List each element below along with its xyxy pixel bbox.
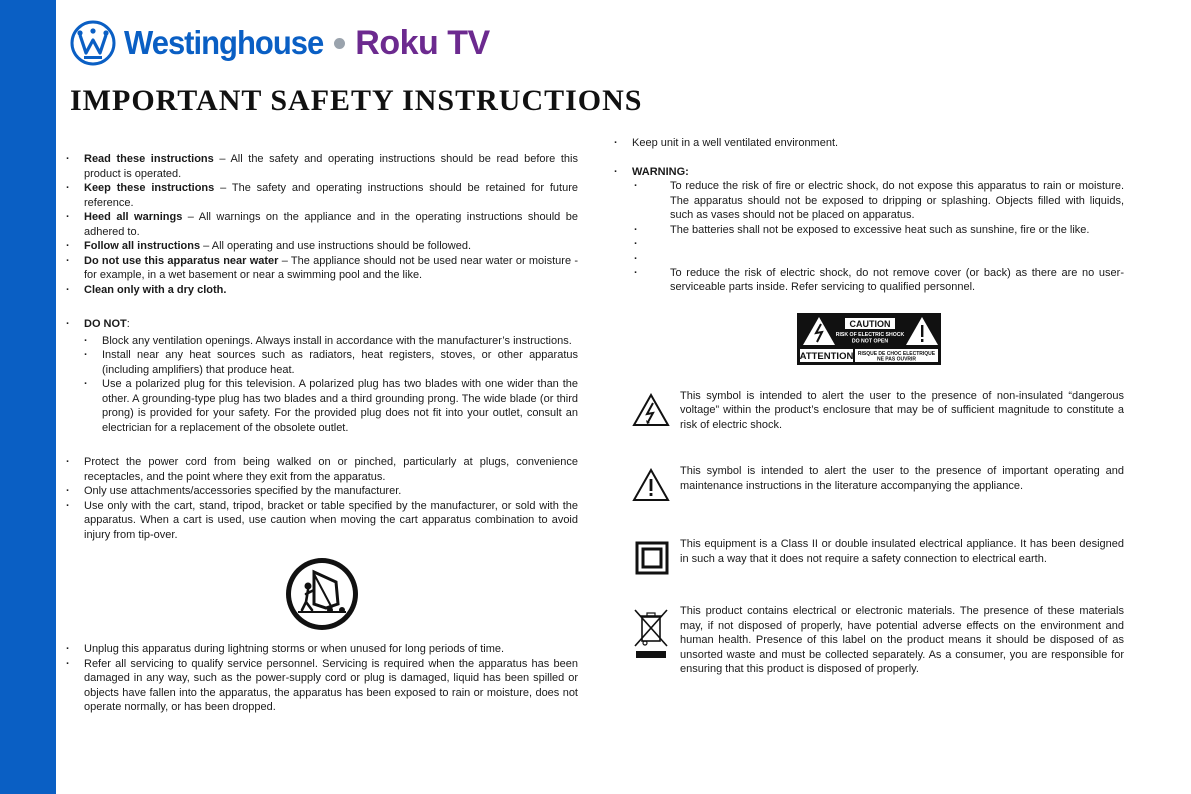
item-text: – All warnings on the appliance and in the operating instructions should be adhered to. — [84, 211, 578, 238]
symbol-description: This symbol is intended to alert the user to the presence of important operating and maintenance instructions in the literature accompanying the appliance. — [680, 465, 1124, 492]
symbol-row — [632, 604, 1124, 677]
list-item: · Install near any heat sources such as radiators, heat registers, stoves, or other apparatus (including amplifiers) that produce heat. — [84, 348, 578, 377]
caution-shock-label-icon — [797, 313, 941, 365]
do-not-open-text: DO NOT OPEN — [851, 338, 889, 344]
list-item — [66, 210, 578, 239]
cart-warning-figure — [66, 556, 578, 632]
warning-section — [614, 165, 1124, 180]
symbol-description: This product contains electrical or electronic materials. The presence of these materials may, if not disposed of properly, have potential adverse effects on the environment and human health. Presence of this label on the product means it should be disposed of as unsorted waste and must be collected separately. As a consumer, you are responsible for ensuring that this product is disposed of properly. — [680, 605, 1124, 675]
list-item — [66, 181, 578, 210]
item-bold: Read these instructions — [84, 153, 214, 165]
list-item: · To reduce the risk of electric shock, do not remove cover (or back) as there are no user-serviceable parts inside. Refer servicing to qualified personnel. — [614, 266, 1124, 295]
list-item: · Protect the power cord from being walked on or pinched, particularly at plugs, convenience receptacles, and the point where they exit from the apparatus. — [66, 455, 578, 484]
item-text: – All operating and use instructions should be followed. — [200, 240, 472, 252]
caution-text: CAUTION — [849, 318, 891, 329]
symbol-row — [632, 464, 1124, 502]
do-not-label: DO NOT — [84, 318, 127, 330]
symbol-row — [632, 389, 1124, 433]
list-item — [66, 239, 578, 254]
brand-header — [70, 18, 490, 68]
list-item: · Keep unit in a well ventilated environment. — [614, 136, 1124, 151]
do-not-section — [66, 317, 578, 435]
list-item: · Block any ventilation openings. Always install in accordance with the manufacturer’s instructions. — [84, 334, 578, 349]
list-item: · Only use attachments/accessories specified by the manufacturer. — [66, 484, 578, 499]
list-item — [614, 252, 1124, 266]
list-item — [614, 237, 1124, 252]
item-bold: Heed all warnings — [84, 211, 183, 223]
symbol-description: This equipment is a Class II or double insulated electrical appliance. It has been designed in such a way that it does not require a safety connection to electrical earth. — [680, 538, 1124, 565]
westinghouse-wordmark: Westinghouse — [124, 23, 324, 62]
list-item — [614, 165, 1124, 180]
list-item: · Unplug this apparatus during lightning storms or when unused for long periods of time. — [66, 642, 578, 657]
general-instructions-list — [66, 152, 578, 297]
list-item — [66, 254, 578, 283]
attention-text: ATTENTION — [799, 350, 854, 362]
item-bold: Do not use this apparatus near water — [84, 254, 279, 267]
item-bold: Follow all instructions — [84, 240, 201, 252]
item-text: – The appliance should not be used near water or moisture - for example, in a wet basement or near a swimming pool and the like. — [84, 254, 578, 281]
item-bold: Keep these instructions — [84, 182, 215, 194]
double-square-icon — [632, 541, 670, 575]
risque-text: RISQUE DE CHOC ELECTRIQUE — [857, 350, 936, 357]
brand-separator-dot — [334, 38, 345, 49]
list-item: · Refer all servicing to qualify service personnel. Servicing is required when the apparatus has been damaged in any way, such as the power-supply cord or plug is damaged, liquid has been spilled or objects have fallen into the apparatus, the apparatus has been exposed to rain or moisture, does not operate normally, or has been dropped. — [66, 657, 578, 715]
warning-label: WARNING: — [632, 165, 689, 178]
crossed-bin-icon — [632, 608, 670, 660]
do-not-list — [84, 334, 578, 436]
caution-label — [614, 313, 1124, 365]
cord-accessories-list — [66, 455, 578, 542]
list-item — [66, 152, 578, 181]
list-item: · To reduce the risk of fire or electric shock, do not expose this apparatus to rain or moisture. The apparatus should not be exposed to dripping or splashing. Objects filled with liquids, such as vases should not be placed on apparatus. — [614, 179, 1124, 223]
warning-list — [614, 179, 1124, 295]
roku-tv-wordmark: Roku TV — [355, 23, 490, 62]
page-title: IMPORTANT SAFETY INSTRUCTIONS — [70, 84, 643, 117]
list-item: · The batteries shall not be exposed to excessive heat such as sunshine, fire or the like. — [614, 223, 1124, 238]
right-column — [614, 136, 1124, 677]
list-item: · Use only with the cart, stand, tripod, bracket or table specified by the manufacturer, or sold with the apparatus. When a cart is used, use caution when moving the cart apparatus combination to avoid injury from tip-over. — [66, 499, 578, 543]
do-not-colon: : — [126, 318, 130, 330]
lightning-triangle-icon — [632, 393, 670, 427]
left-blue-sidebar — [0, 0, 56, 794]
item-text: – All the safety and operating instructions should be read before this product is operated. — [84, 153, 578, 180]
symbol-row — [632, 537, 1124, 575]
list-item: · Use a polarized plug for this television. A polarized plug has two blades with one wider than the other. A grounding-type plug has two blades and a third grounding prong. The wide blade (or third prong) is provided for your safety. For the provided plug does not fit into your outlet, consult an electrician for a replacement of the obsolete outlet. — [84, 377, 578, 435]
exclamation-triangle-icon — [632, 468, 670, 502]
item-bold: Clean only with a dry cloth. — [84, 283, 227, 296]
servicing-list — [66, 642, 578, 715]
westinghouse-logo-icon — [70, 20, 116, 66]
risk-text: RISK OF ELECTRIC SHOCK — [835, 331, 905, 338]
ne-pas-ouvrir-text: NE PAS OUVRIR — [876, 356, 917, 362]
symbol-description: This symbol is intended to alert the user to the presence of non-insulated “dangerous voltage” within the product’s enclosure that may be of sufficient magnitude to constitute a risk of electric shock. — [680, 389, 1124, 431]
left-column — [66, 152, 578, 715]
list-item — [66, 283, 578, 298]
cart-tip-over-icon — [284, 556, 360, 632]
ventilation-list — [614, 136, 1124, 151]
item-text: – The safety and operating instructions should be retained for future reference. — [84, 182, 579, 209]
list-item — [66, 317, 578, 435]
